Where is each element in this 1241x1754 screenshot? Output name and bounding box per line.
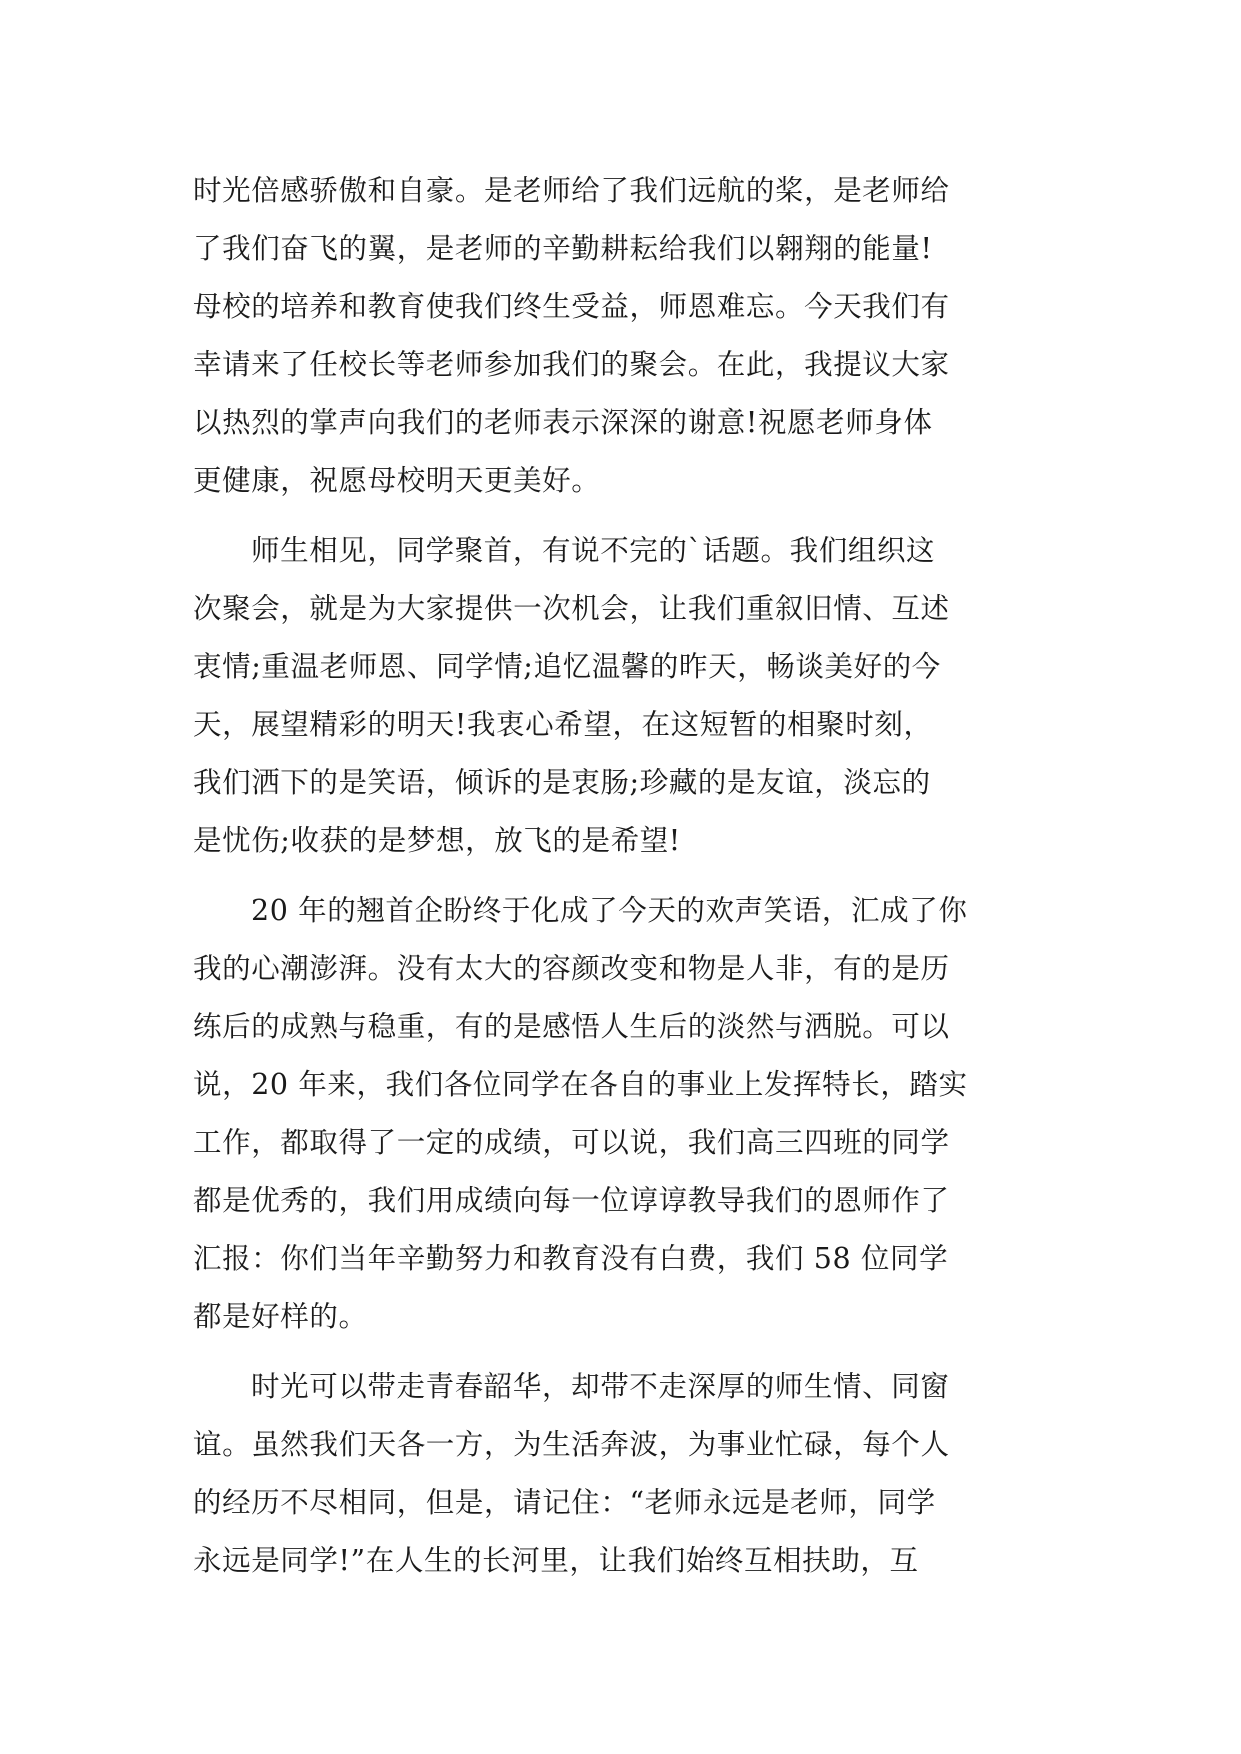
paragraph-4 xyxy=(193,1358,1053,1590)
text-line: 我的心潮澎湃。没有太大的容颜改变和物是人非，有的是历 xyxy=(193,952,950,985)
text-line: 天，展望精彩的明天!我衷心希望，在这短暂的相聚时刻， xyxy=(193,708,933,741)
text-line: 谊。虽然我们天各一方，为生活奔波，为事业忙碌，每个人 xyxy=(193,1428,950,1461)
text-line: 幸请来了任校长等老师参加我们的聚会。在此，我提议大家 xyxy=(193,348,950,381)
text-line: 更健康，祝愿母校明天更美好。 xyxy=(193,464,601,497)
text-line: 汇报：你们当年辛勤努力和教育没有白费，我们 58 位同学 xyxy=(193,1242,949,1275)
text-line: 工作，都取得了一定的成绩，可以说，我们高三四班的同学 xyxy=(193,1126,950,1159)
text-line: 衷情;重温老师恩、同学情;追忆温馨的昨天，畅谈美好的今 xyxy=(193,650,941,683)
text-line: 师生相见，同学聚首，有说不完的`话题。我们组织这 xyxy=(251,534,936,567)
text-line: 都是好样的。 xyxy=(193,1300,368,1333)
text-line: 的经历不尽相同，但是，请记住：“老师永远是老师，同学 xyxy=(193,1486,936,1519)
text-line: 时光可以带走青春韶华，却带不走深厚的师生情、同窗 xyxy=(251,1370,950,1403)
text-line: 以热烈的掌声向我们的老师表示深深的谢意!祝愿老师身体 xyxy=(193,406,933,439)
text-line: 次聚会，就是为大家提供一次机会，让我们重叙旧情、互述 xyxy=(193,592,950,625)
text-line: 练后的成熟与稳重，有的是感悟人生后的淡然与洒脱。可以 xyxy=(193,1010,950,1043)
document-body xyxy=(193,162,1053,1590)
text-line: 我们洒下的是笑语，倾诉的是衷肠;珍藏的是友谊，淡忘的 xyxy=(193,766,931,799)
text-line: 20 年的翘首企盼终于化成了今天的欢声笑语，汇成了你 xyxy=(251,894,968,927)
text-line: 说，20 年来，我们各位同学在各自的事业上发挥特长，踏实 xyxy=(193,1068,968,1101)
paragraph-1 xyxy=(193,162,1053,510)
text-line: 时光倍感骄傲和自豪。是老师给了我们远航的桨，是老师给 xyxy=(193,174,950,207)
paragraph-3 xyxy=(193,882,1053,1346)
text-line: 母校的培养和教育使我们终生受益，师恩难忘。今天我们有 xyxy=(193,290,950,323)
text-line: 了我们奋飞的翼，是老师的辛勤耕耘给我们以翱翔的能量! xyxy=(193,232,933,265)
text-line: 都是优秀的，我们用成绩向每一位谆谆教导我们的恩师作了 xyxy=(193,1184,950,1217)
paragraph-2 xyxy=(193,522,1053,870)
text-line: 永远是同学!”在人生的长河里，让我们始终互相扶助，互 xyxy=(193,1544,919,1577)
text-line: 是忧伤;收获的是梦想，放飞的是希望! xyxy=(193,824,681,857)
